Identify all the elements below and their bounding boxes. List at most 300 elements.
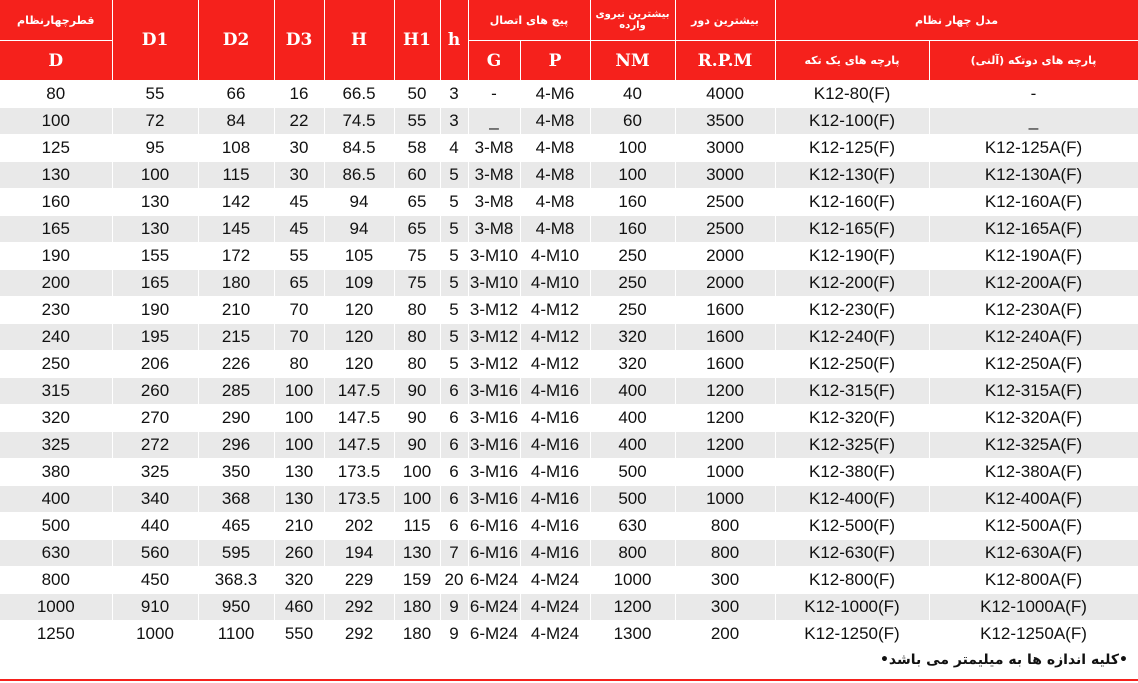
table-cell: 160	[590, 189, 675, 216]
table-cell: 80	[394, 324, 440, 351]
table-cell: 5	[440, 297, 468, 324]
table-cell: 147.5	[324, 432, 394, 459]
table-cell: 240	[0, 324, 112, 351]
table-cell: K12-130A(F)	[929, 162, 1138, 189]
header-two-piece: پارچه های دوتکه (آلنی)	[929, 41, 1138, 81]
header-d: D	[0, 41, 112, 81]
table-cell: 500	[590, 459, 675, 486]
table-cell: 120	[324, 351, 394, 378]
table-cell: K12-500A(F)	[929, 513, 1138, 540]
table-cell: 2000	[675, 270, 775, 297]
table-cell: 90	[394, 405, 440, 432]
table-cell: 4-M8	[520, 189, 590, 216]
table-cell: 20	[440, 567, 468, 594]
table-cell: 45	[274, 216, 324, 243]
table-cell: 58	[394, 135, 440, 162]
table-row	[0, 108, 1138, 135]
table-cell: K12-190(F)	[775, 243, 929, 270]
table-cell: 3-M10	[468, 243, 520, 270]
table-cell: K12-250(F)	[775, 351, 929, 378]
table-cell: 910	[112, 594, 198, 621]
table-cell: 206	[112, 351, 198, 378]
table-cell: K12-200A(F)	[929, 270, 1138, 297]
table-cell: 60	[590, 108, 675, 135]
table-row	[0, 567, 1138, 594]
table-cell: 115	[198, 162, 274, 189]
table-cell: 5	[440, 351, 468, 378]
table-cell: 260	[112, 378, 198, 405]
table-cell: 1000	[0, 594, 112, 621]
header-h: H	[324, 0, 394, 81]
table-cell: 2500	[675, 189, 775, 216]
table-row	[0, 297, 1138, 324]
table-cell: K12-1250A(F)	[929, 621, 1138, 648]
table-cell: 3-M8	[468, 216, 520, 243]
table-cell: 94	[324, 216, 394, 243]
table-cell: 30	[274, 162, 324, 189]
header-h-small: h	[440, 0, 468, 81]
table-cell: 6	[440, 378, 468, 405]
table-cell: 125	[0, 135, 112, 162]
table-row	[0, 459, 1138, 486]
table-cell: 400	[590, 405, 675, 432]
header-bolts: پیچ های اتصال	[468, 0, 590, 41]
table-cell: 215	[198, 324, 274, 351]
table-cell: 115	[394, 513, 440, 540]
table-cell: -	[468, 81, 520, 108]
table-cell: 4-M12	[520, 297, 590, 324]
table-cell: K12-80(F)	[775, 81, 929, 108]
table-cell: 460	[274, 594, 324, 621]
table-cell: 100	[274, 432, 324, 459]
table-cell: 74.5	[324, 108, 394, 135]
table-cell: 180	[198, 270, 274, 297]
table-cell: 3500	[675, 108, 775, 135]
table-cell: 1200	[590, 594, 675, 621]
table-row	[0, 135, 1138, 162]
table-cell: 130	[274, 459, 324, 486]
table-cell: 3-M8	[468, 189, 520, 216]
table-header	[0, 0, 1138, 81]
table-cell: 5	[440, 162, 468, 189]
table-cell: 40	[590, 81, 675, 108]
table-row	[0, 405, 1138, 432]
table-cell: 229	[324, 567, 394, 594]
table-cell: 1600	[675, 351, 775, 378]
table-cell: 210	[274, 513, 324, 540]
table-cell: 4-M8	[520, 108, 590, 135]
table-cell: 1000	[590, 567, 675, 594]
table-cell: 320	[274, 567, 324, 594]
table-cell: 230	[0, 297, 112, 324]
table-row	[0, 621, 1138, 648]
table-cell: 250	[0, 351, 112, 378]
table-cell: 200	[0, 270, 112, 297]
table-cell: 4000	[675, 81, 775, 108]
table-cell: 270	[112, 405, 198, 432]
table-cell: 3-M16	[468, 405, 520, 432]
table-cell: 250	[590, 243, 675, 270]
table-cell: 3-M16	[468, 459, 520, 486]
table-cell: 105	[324, 243, 394, 270]
table-cell: K12-1250(F)	[775, 621, 929, 648]
table-cell: K12-1000(F)	[775, 594, 929, 621]
table-cell: 250	[590, 270, 675, 297]
table-cell: 45	[274, 189, 324, 216]
table-cell: 320	[590, 324, 675, 351]
table-cell: K12-1000A(F)	[929, 594, 1138, 621]
table-cell: 440	[112, 513, 198, 540]
table-cell: K12-400(F)	[775, 486, 929, 513]
table-cell: 190	[112, 297, 198, 324]
header-rpm-fa: بیشترین دور	[675, 0, 775, 41]
table-body	[0, 81, 1138, 648]
table-cell: 595	[198, 540, 274, 567]
table-cell: 100	[590, 162, 675, 189]
table-cell: 120	[324, 297, 394, 324]
table-cell: 200	[675, 621, 775, 648]
table-cell: 465	[198, 513, 274, 540]
table-cell: 130	[112, 216, 198, 243]
table-cell: 6-M24	[468, 594, 520, 621]
table-cell: 400	[0, 486, 112, 513]
table-cell: _	[468, 108, 520, 135]
table-cell: 3000	[675, 135, 775, 162]
table-cell: 9	[440, 594, 468, 621]
table-cell: 4-M16	[520, 378, 590, 405]
table-cell: 292	[324, 594, 394, 621]
table-cell: 500	[0, 513, 112, 540]
table-cell: K12-325A(F)	[929, 432, 1138, 459]
table-cell: 100	[274, 378, 324, 405]
header-torque-fa: بیشترین نیروی وارده	[590, 0, 675, 41]
table-cell: 4-M16	[520, 540, 590, 567]
table-cell: 6	[440, 405, 468, 432]
table-cell: 4-M8	[520, 216, 590, 243]
table-cell: K12-165(F)	[775, 216, 929, 243]
table-row	[0, 351, 1138, 378]
table-cell: 950	[198, 594, 274, 621]
table-cell: K12-125A(F)	[929, 135, 1138, 162]
table-cell: 145	[198, 216, 274, 243]
header-d2: D2	[198, 0, 274, 81]
table-cell: 55	[112, 81, 198, 108]
header-rpm: R.P.M	[675, 41, 775, 81]
table-cell: 4-M12	[520, 351, 590, 378]
table-cell: 180	[394, 621, 440, 648]
table-cell: 194	[324, 540, 394, 567]
table-cell: 130	[274, 486, 324, 513]
table-cell: 160	[590, 216, 675, 243]
table-cell: 202	[324, 513, 394, 540]
table-cell: K12-400A(F)	[929, 486, 1138, 513]
table-cell: 142	[198, 189, 274, 216]
header-d1: D1	[112, 0, 198, 81]
header-one-piece: پارچه های یک تکه	[775, 41, 929, 81]
table-cell: 3-M16	[468, 432, 520, 459]
table-cell: 6-M16	[468, 540, 520, 567]
table-row	[0, 270, 1138, 297]
table-row	[0, 486, 1138, 513]
table-cell: K12-800A(F)	[929, 567, 1138, 594]
footnote: •کلیه اندازه ها به میلیمتر می باشد•	[879, 652, 1128, 668]
table-cell: 65	[394, 216, 440, 243]
table-cell: 300	[675, 567, 775, 594]
table-cell: 3000	[675, 162, 775, 189]
table-cell: 147.5	[324, 405, 394, 432]
table-cell: K12-380(F)	[775, 459, 929, 486]
table-cell: 155	[112, 243, 198, 270]
table-cell: 6-M16	[468, 513, 520, 540]
table-cell: K12-130(F)	[775, 162, 929, 189]
table-cell: 65	[274, 270, 324, 297]
table-cell: 100	[590, 135, 675, 162]
table-row	[0, 216, 1138, 243]
table-cell: 800	[675, 513, 775, 540]
table-cell: 75	[394, 243, 440, 270]
table-cell: 84.5	[324, 135, 394, 162]
table-cell: 368	[198, 486, 274, 513]
table-cell: 5	[440, 243, 468, 270]
table-cell: 1000	[112, 621, 198, 648]
table-cell: 173.5	[324, 459, 394, 486]
table-cell: 3-M12	[468, 324, 520, 351]
header-model: مدل چهار نظام	[775, 0, 1138, 41]
table-cell: 5	[440, 189, 468, 216]
table-cell: 6	[440, 432, 468, 459]
table-cell: 1600	[675, 297, 775, 324]
table-cell: 4-M10	[520, 243, 590, 270]
table-cell: K12-320(F)	[775, 405, 929, 432]
table-cell: 84	[198, 108, 274, 135]
table-cell: 226	[198, 351, 274, 378]
table-cell: 70	[274, 324, 324, 351]
table-cell: 100	[394, 486, 440, 513]
table-cell: 6-M24	[468, 567, 520, 594]
table-cell: K12-325(F)	[775, 432, 929, 459]
table-cell: 130	[0, 162, 112, 189]
table-cell: 4-M24	[520, 621, 590, 648]
table-cell: 147.5	[324, 378, 394, 405]
header-g: G	[468, 41, 520, 81]
table-cell: 90	[394, 378, 440, 405]
table-row	[0, 378, 1138, 405]
table-cell: 86.5	[324, 162, 394, 189]
header-h1: H1	[394, 0, 440, 81]
table-cell: 3-M12	[468, 297, 520, 324]
table-cell: 190	[0, 243, 112, 270]
table-cell: 55	[394, 108, 440, 135]
table-cell: 4-M24	[520, 567, 590, 594]
table-cell: 80	[0, 81, 112, 108]
table-cell: 130	[112, 189, 198, 216]
table-cell: K12-630A(F)	[929, 540, 1138, 567]
table-cell: 1000	[675, 486, 775, 513]
table-cell: 4-M16	[520, 432, 590, 459]
table-cell: 5	[440, 270, 468, 297]
table-cell: 550	[274, 621, 324, 648]
header-d3: D3	[274, 0, 324, 81]
table-cell: 4-M16	[520, 486, 590, 513]
table-cell: 325	[112, 459, 198, 486]
table-cell: 1000	[675, 459, 775, 486]
table-cell: 6	[440, 486, 468, 513]
table-cell: 159	[394, 567, 440, 594]
table-cell: 65	[394, 189, 440, 216]
table-cell: 4-M12	[520, 324, 590, 351]
table-cell: 315	[0, 378, 112, 405]
table-cell: 66.5	[324, 81, 394, 108]
table-cell: K12-800(F)	[775, 567, 929, 594]
table-cell: K12-160(F)	[775, 189, 929, 216]
table-cell: K12-320A(F)	[929, 405, 1138, 432]
table-cell: 100	[112, 162, 198, 189]
table-cell: 285	[198, 378, 274, 405]
table-cell: K12-160A(F)	[929, 189, 1138, 216]
table-cell: 1100	[198, 621, 274, 648]
table-cell: 450	[112, 567, 198, 594]
table-cell: 210	[198, 297, 274, 324]
table-cell: 296	[198, 432, 274, 459]
table-cell: 94	[324, 189, 394, 216]
table-cell: 4-M16	[520, 513, 590, 540]
table-cell: 5	[440, 324, 468, 351]
table-cell: 1300	[590, 621, 675, 648]
table-cell: 100	[274, 405, 324, 432]
header-nm: NM	[590, 41, 675, 81]
table-cell: 195	[112, 324, 198, 351]
table-cell: 6	[440, 513, 468, 540]
table-cell: 4-M24	[520, 594, 590, 621]
table-row	[0, 81, 1138, 108]
table-cell: 80	[394, 297, 440, 324]
table-cell: 292	[324, 621, 394, 648]
table-cell: 172	[198, 243, 274, 270]
table-cell: 6	[440, 459, 468, 486]
table-cell: 630	[590, 513, 675, 540]
table-cell: K12-230(F)	[775, 297, 929, 324]
table-cell: 350	[198, 459, 274, 486]
table-cell: 630	[0, 540, 112, 567]
table-cell: 100	[0, 108, 112, 135]
table-cell: 320	[590, 351, 675, 378]
table-cell: 800	[0, 567, 112, 594]
table-cell: 4-M16	[520, 459, 590, 486]
bottom-divider	[0, 679, 1138, 681]
table-cell: 95	[112, 135, 198, 162]
table-cell: 80	[274, 351, 324, 378]
table-cell: K12-250A(F)	[929, 351, 1138, 378]
table-cell: 80	[394, 351, 440, 378]
table-cell: 130	[394, 540, 440, 567]
table-cell: 6-M24	[468, 621, 520, 648]
table-cell: K12-630(F)	[775, 540, 929, 567]
table-cell: 60	[394, 162, 440, 189]
table-cell: 70	[274, 297, 324, 324]
table-cell: 1600	[675, 324, 775, 351]
table-cell: 160	[0, 189, 112, 216]
table-row	[0, 243, 1138, 270]
table-cell: 7	[440, 540, 468, 567]
table-cell: 4-M16	[520, 405, 590, 432]
table-cell: 250	[590, 297, 675, 324]
table-cell: 4-M10	[520, 270, 590, 297]
table-cell: 800	[590, 540, 675, 567]
table-cell: 9	[440, 621, 468, 648]
table-cell: K12-100(F)	[775, 108, 929, 135]
table-row	[0, 324, 1138, 351]
table-cell: K12-240(F)	[775, 324, 929, 351]
table-cell: 16	[274, 81, 324, 108]
table-cell: 3-M16	[468, 378, 520, 405]
table-cell: 100	[394, 459, 440, 486]
table-cell: 272	[112, 432, 198, 459]
table-cell: 4-M8	[520, 135, 590, 162]
table-cell: _	[929, 108, 1138, 135]
table-cell: 340	[112, 486, 198, 513]
table-cell: 3-M8	[468, 135, 520, 162]
table-cell: 180	[394, 594, 440, 621]
table-cell: K12-315A(F)	[929, 378, 1138, 405]
table-cell: 109	[324, 270, 394, 297]
table-cell: 400	[590, 378, 675, 405]
table-cell: 325	[0, 432, 112, 459]
table-cell: -	[929, 81, 1138, 108]
table-cell: 108	[198, 135, 274, 162]
table-row	[0, 189, 1138, 216]
table-cell: 30	[274, 135, 324, 162]
table-cell: 1250	[0, 621, 112, 648]
table-cell: 400	[590, 432, 675, 459]
table-cell: K12-240A(F)	[929, 324, 1138, 351]
table-cell: 55	[274, 243, 324, 270]
table-cell: 260	[274, 540, 324, 567]
table-cell: K12-125(F)	[775, 135, 929, 162]
table-cell: 1200	[675, 432, 775, 459]
table-cell: 4-M6	[520, 81, 590, 108]
table-cell: 22	[274, 108, 324, 135]
table-cell: 368.3	[198, 567, 274, 594]
table-cell: 50	[394, 81, 440, 108]
table-cell: 320	[0, 405, 112, 432]
table-cell: 1200	[675, 405, 775, 432]
table-cell: 2500	[675, 216, 775, 243]
table-cell: K12-315(F)	[775, 378, 929, 405]
table-row	[0, 513, 1138, 540]
table-cell: K12-165A(F)	[929, 216, 1138, 243]
table-cell: 5	[440, 216, 468, 243]
table-cell: 90	[394, 432, 440, 459]
table-cell: K12-190A(F)	[929, 243, 1138, 270]
table-cell: 560	[112, 540, 198, 567]
table-cell: 3-M16	[468, 486, 520, 513]
table-cell: 120	[324, 324, 394, 351]
table-cell: 4	[440, 135, 468, 162]
table-row	[0, 162, 1138, 189]
table-cell: 4-M8	[520, 162, 590, 189]
header-p: P	[520, 41, 590, 81]
table-cell: K12-200(F)	[775, 270, 929, 297]
table-cell: 380	[0, 459, 112, 486]
table-cell: 1200	[675, 378, 775, 405]
table-cell: 800	[675, 540, 775, 567]
table-cell: K12-380A(F)	[929, 459, 1138, 486]
table-cell: 300	[675, 594, 775, 621]
table-cell: 75	[394, 270, 440, 297]
table-cell: 290	[198, 405, 274, 432]
table-cell: 3	[440, 108, 468, 135]
header-d-fa: قطرچهارنظام	[0, 0, 112, 41]
